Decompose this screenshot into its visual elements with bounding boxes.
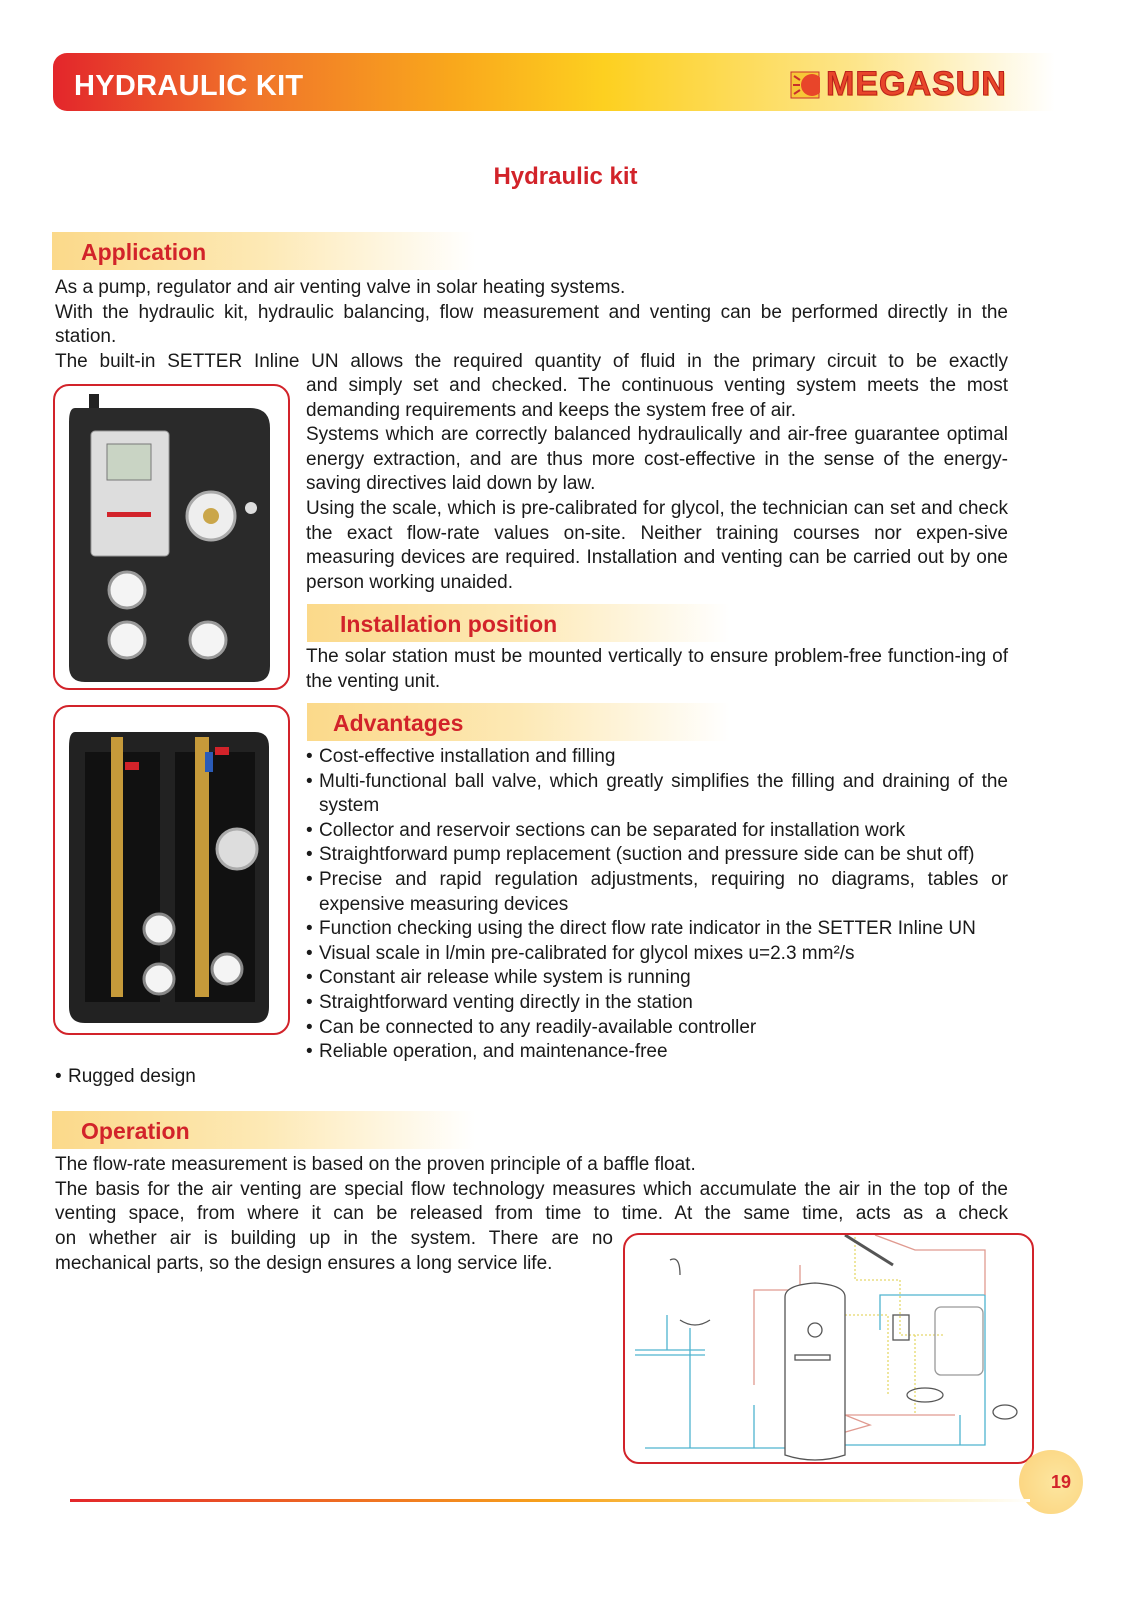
section-title: Advantages <box>333 710 464 736</box>
list-item: • Straightforward venting directly in the station <box>306 991 1008 1016</box>
application-text <box>55 276 1008 374</box>
footer-divider <box>70 1499 1030 1502</box>
page-number: 19 <box>1051 1472 1072 1492</box>
megasun-logo <box>790 65 1007 104</box>
list-item: • Collector and reservoir sections can be separated for installation work <box>306 819 1008 844</box>
paragraph: The flow-rate measurement is based on the proven principle of a baffle float. <box>55 1154 696 1175</box>
paragraph: Using the scale, which is pre-calibrated for glycol, the technician can set and check the exact flow-rate values on-site. Neither training courses nor expen-sive measuring devices are required. Installation and venting can be carried out by one person working unaided. <box>306 497 1008 593</box>
installation-text: The solar station must be mounted vertically to ensure problem-free function-ing of the venting unit. <box>306 646 1008 692</box>
list-item: • Rugged design <box>55 1065 455 1090</box>
list-item: • Visual scale in l/min pre-calibrated for glycol mixes u=2.3 mm²/s <box>306 942 1008 967</box>
list-item: • Cost-effective installation and filling <box>306 745 1008 770</box>
list-item: • Precise and rapid regulation adjustments, requiring no diagrams, tables or expensive measuring devices <box>306 868 1008 917</box>
section-header-operation <box>52 1111 475 1149</box>
list-item: • Constant air release while system is running <box>306 966 1008 991</box>
advantages-list <box>306 745 1008 1065</box>
paragraph: The built-in SETTER Inline UN allows the required quantity of fluid in the primary circuit to be exactly <box>55 350 1008 372</box>
solar-station-open-photo <box>53 705 290 1035</box>
application-text-column <box>306 374 1008 595</box>
header-title: HYDRAULIC KIT <box>74 70 304 102</box>
paragraph: Systems which are correctly balanced hydraulically and air-free guarantee optimal energy extraction, and are thus more cost-effective in the sense of the energy-saving directives laid down by law. <box>306 424 1008 495</box>
list-item: • Straightforward pump replacement (suction and pressure side can be shut off) <box>306 843 1008 868</box>
sun-logo-icon <box>790 70 820 100</box>
list-item: • Function checking using the direct flow rate indicator in the SETTER Inline UN <box>306 917 1008 942</box>
operation-text-column: on whether air is building up in the system. There are no mechanical parts, so the design ensures a long service life. <box>55 1228 613 1274</box>
section-title: Operation <box>81 1118 190 1144</box>
paragraph: As a pump, regulator and air venting valve in solar heating systems. <box>55 277 626 298</box>
system-diagram <box>623 1233 1034 1464</box>
section-header-installation <box>307 604 730 642</box>
page-number-badge <box>1019 1450 1083 1514</box>
section-header-advantages <box>307 703 730 741</box>
list-item: • Multi-functional ball valve, which greatly simplifies the filling and draining of the system <box>306 770 1008 819</box>
section-title: Installation position <box>340 611 558 637</box>
paragraph: With the hydraulic kit, hydraulic balancing, flow measurement and venting can be performed directly in the station. <box>55 301 1008 348</box>
document-title: Hydraulic kit <box>493 163 638 190</box>
operation-text <box>55 1153 1008 1227</box>
section-header-application <box>52 232 475 270</box>
logo-text: MEGASUN <box>826 65 1007 103</box>
list-item: • Reliable operation, and maintenance-free <box>306 1040 1008 1065</box>
paragraph: The basis for the air venting are special flow technology measures which accumulate the air in the top of the venting space, from where it can be released from time to time. At the same time, acts as a check <box>55 1178 1008 1225</box>
list-item: • Can be connected to any readily-available controller <box>306 1016 1008 1041</box>
paragraph: and simply set and checked. The continuous venting system meets the most demanding requirements and keeps the system free of air. <box>306 375 1008 421</box>
solar-station-closed-photo <box>53 384 290 690</box>
advantages-list-continued <box>55 1065 455 1090</box>
section-title: Application <box>81 239 207 265</box>
